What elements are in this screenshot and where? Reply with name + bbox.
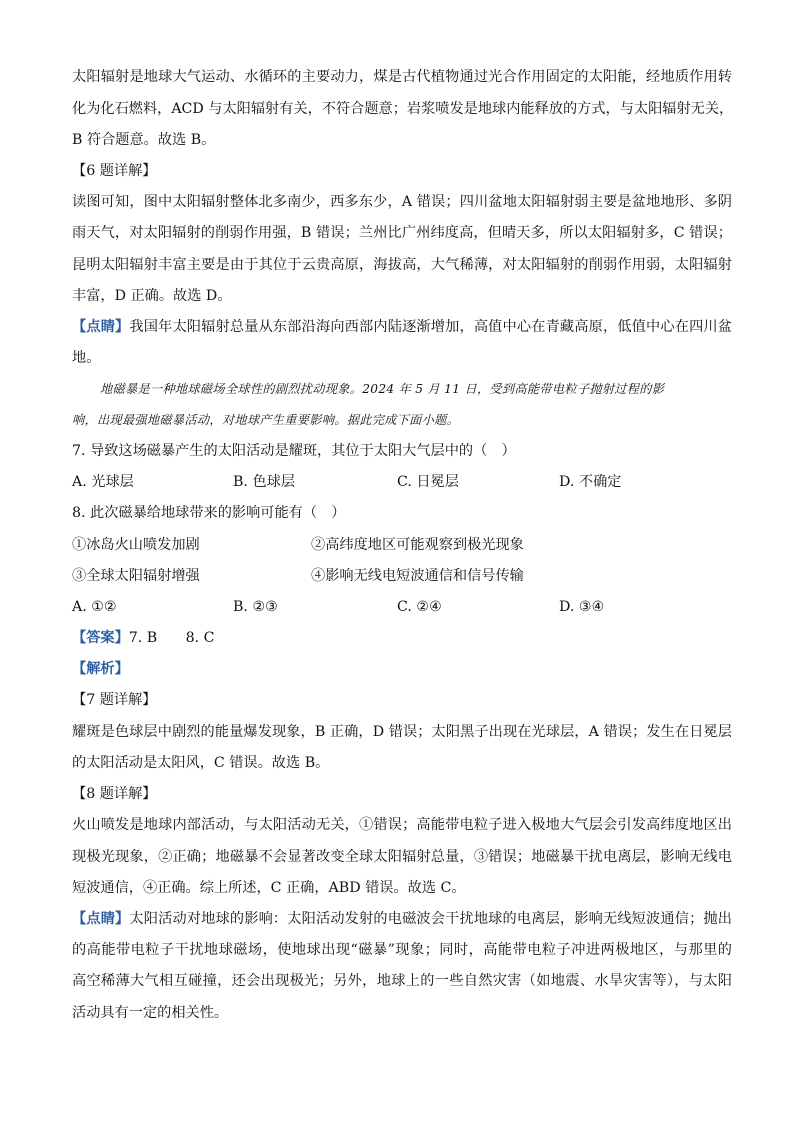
- q8-stem: 8. 此次磁暴给地球带来的影响可能有（ ）: [72, 505, 346, 521]
- q7-option-b: B. 色球层: [233, 474, 296, 490]
- q8-item-4: ④影响无线电短波通信和信号传输: [311, 568, 524, 584]
- q6-tip-line: [72, 317, 732, 337]
- tip-text: 我国年太阳辐射总量从东部沿海向西部内陆逐渐增加，高值中心在青藏高原，低值中心在四川盆: [129, 319, 732, 335]
- paragraph-line: B 符合题意。故选 B。: [72, 132, 216, 148]
- q8-option-a: A. ①②: [72, 599, 117, 615]
- q8-option-d: D. ③④: [559, 599, 605, 615]
- q7-stem: 7. 导致这场磁暴产生的太阳活动是耀斑，其位于太阳大气层中的（ ）: [72, 443, 516, 459]
- paragraph-line: 高空稀薄大气相互碰撞，还会出现极光；另外，地球上的一些自然灾害（如地震、水旱灾害等），与太阳: [72, 973, 732, 989]
- paragraph-line: 化为化石燃料，ACD 与太阳辐射有关，不符合题意；岩浆喷发是地球内能释放的方式，与太阳辐射无关，: [72, 101, 734, 117]
- q8-option-b: B. ②③: [233, 599, 278, 615]
- q8-option-c: C. ②④: [397, 599, 442, 615]
- answer-text: 7. B 8. C: [128, 630, 215, 646]
- paragraph-line: 火山喷发是地球内部活动，与太阳活动无关，①错误；高能带电粒子进入极地大气层会引发高纬度地区出: [72, 817, 732, 833]
- q8-item-2: ②高纬度地区可能观察到极光现象: [311, 537, 524, 553]
- tip-tag: 【点睛】: [72, 319, 130, 335]
- paragraph-line: 太阳辐射是地球大气运动、水循环的主要动力，煤是古代植物通过光合作用固定的太阳能，经地质作用转: [72, 69, 732, 85]
- analysis-tag: 【解析】: [72, 661, 129, 677]
- paragraph-line: 现极光现象，②正确；地磁暴不会显著改变全球太阳辐射总量，③错误；地磁暴干扰电离层，影响无线电: [72, 849, 732, 865]
- q6-detail-heading: 【6 题详解】: [72, 163, 157, 179]
- q7-detail-heading: 【7 题详解】: [72, 692, 157, 708]
- paragraph-line: 的高能带电粒子干扰地球磁场，使地球出现“磁暴”现象；同时，高能带电粒子冲进两极地区，与那里的: [72, 942, 732, 958]
- passage-line: 响，出现最强地磁暴活动，对地球产生重要影响。据此完成下面小题。: [72, 413, 460, 427]
- paragraph-line: 丰富，D 正确。故选 D。: [72, 288, 232, 304]
- q8-items-row-2: [72, 566, 732, 586]
- q8-item-3: ③全球太阳辐射增强: [72, 568, 200, 584]
- q7-option-c: C. 日冕层: [397, 474, 459, 490]
- q7-option-d: D. 不确定: [559, 474, 622, 490]
- paragraph-line: 读图可知，图中太阳辐射整体北多南少，西多东少，A 错误；四川盆地太阳辐射弱主要是盆地地形、多阴: [72, 194, 732, 210]
- passage-line: 地磁暴是一种地球磁场全球性的剧烈扰动现象。2024 年 5 月 11 日，受到高能带电粒子抛射过程的影: [100, 382, 665, 396]
- paragraph-line: 雨天气，对太阳辐射的削弱作用强，B 错误；兰州比广州纬度高，但晴天多，所以太阳辐射多，C 错误；: [72, 225, 732, 241]
- paragraph-line: 耀斑是色球层中剧烈的能量爆发现象，B 正确，D 错误；太阳黑子出现在光球层，A 错误；发生在日冕层: [72, 724, 732, 740]
- q8-item-1: ①冰岛火山喷发加剧: [72, 537, 200, 553]
- tip-tag: 【点睛】: [72, 911, 130, 927]
- paragraph-line: 活动具有一定的相关性。: [72, 1005, 229, 1021]
- answer-tag: 【答案】: [72, 630, 129, 646]
- paragraph-line: 地。: [72, 350, 101, 366]
- q7-option-a: A. 光球层: [72, 474, 134, 490]
- paragraph-line: 昆明太阳辐射丰富主要是由于其位于云贵高原，海拔高，大气稀薄，对太阳辐射的削弱作用弱，太阳辐射: [72, 257, 732, 273]
- answer-line: [72, 628, 732, 648]
- q8-options: [72, 597, 732, 617]
- q8-items-row-1: [72, 535, 732, 555]
- paragraph-line: 的太阳活动是太阳风，C 错误。故选 B。: [72, 755, 330, 771]
- paragraph-line: 短波通信，④正确。综上所述，C 正确，ABD 错误。故选 C。: [72, 880, 466, 896]
- q8-detail-heading: 【8 题详解】: [72, 786, 157, 802]
- q7-options: [72, 472, 732, 492]
- tip-text: 太阳活动对地球的影响：太阳活动发射的电磁波会干扰地球的电离层，影响无线短波通信；抛出: [129, 911, 732, 927]
- analysis-line: [72, 659, 732, 679]
- q8-tip-line: [72, 909, 732, 929]
